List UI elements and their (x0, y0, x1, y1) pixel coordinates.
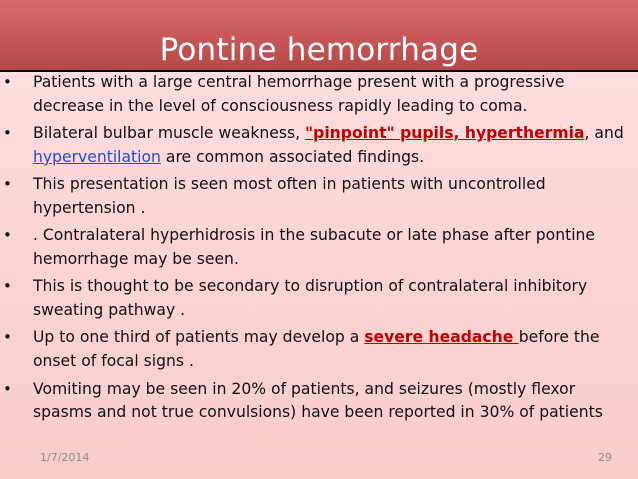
bullet-text: Vomiting may be seen in 20% of patients, and seizures (mostly flexor spasms and not true convulsions) have been reported in 30% of patients (33, 379, 603, 422)
bullet-marker: • (3, 226, 12, 245)
bullet-marker: • (3, 379, 12, 398)
title-bar (0, 0, 638, 72)
highlight-pinpoint-pupils: "pinpoint" pupils, hyperthermia (305, 124, 585, 143)
slide-content (0, 71, 638, 479)
bullet-text: are common associated findings. (160, 147, 425, 166)
slide-number: 29 (598, 451, 612, 464)
bullet-text: Bilateral bulbar muscle weakness, (33, 124, 306, 143)
bullet-item (0, 122, 638, 170)
bullet-text: , and (584, 124, 624, 143)
bullet-item (0, 275, 638, 323)
bullet-marker: • (3, 73, 12, 91)
bullet-item (0, 224, 638, 272)
bullet-text: This presentation is seen most often in patients with uncontrolled hypertension . (33, 175, 546, 217)
hyperventilation-link[interactable]: hyperventilation (33, 147, 161, 166)
bullet-marker: • (3, 124, 12, 143)
bullet-text: before the onset of focal signs . (33, 328, 600, 371)
bullet-item (0, 173, 638, 221)
bullet-item (0, 326, 638, 374)
bullet-marker: • (3, 328, 12, 347)
bullet-marker: • (3, 277, 12, 296)
slide-title: Pontine hemorrhage (159, 32, 479, 68)
bullet-text: . Contralateral hyperhidrosis in the subacute or late phase after pontine hemorrhage may be seen. (33, 226, 596, 269)
bullet-text: Up to one third of patients may develop a (33, 328, 365, 347)
bullet-list (0, 71, 638, 425)
bullet-item (0, 378, 638, 426)
bullet-item (0, 71, 638, 119)
bullet-text: Patients with a large central hemorrhage present with a progressive decrease in the level of consciousness rapidly leading to coma. (33, 73, 565, 115)
footer-date: 1/7/2014 (40, 451, 90, 464)
bullet-text: This is thought to be secondary to disruption of contralateral inhibitory sweating pathway . (33, 277, 588, 320)
highlight-severe-headache: severe headache (364, 328, 519, 347)
bullet-marker: • (3, 175, 12, 194)
